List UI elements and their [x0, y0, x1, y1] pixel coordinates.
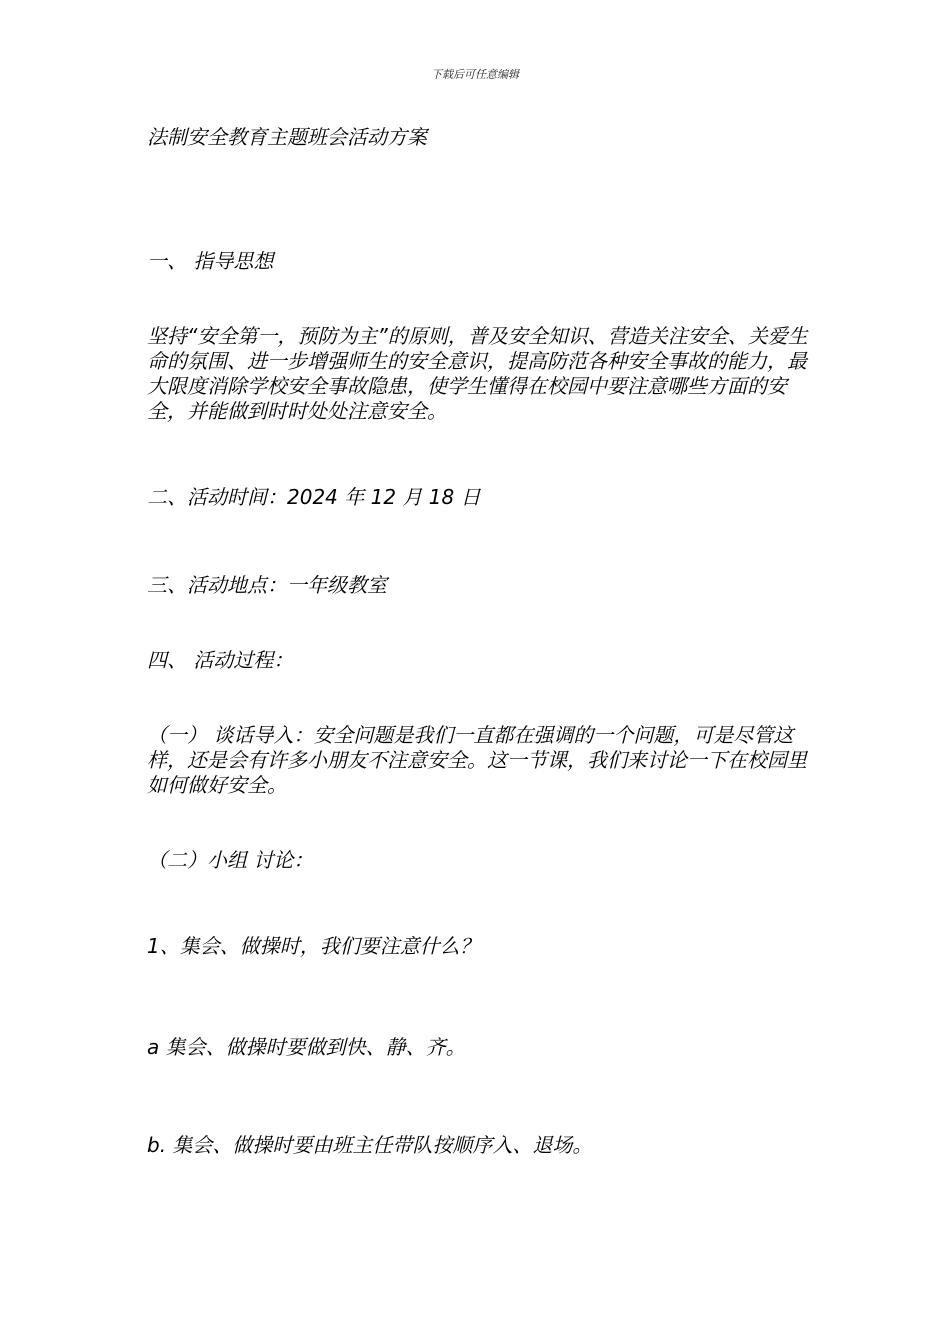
section-heading-activity-location: 三、活动地点：一年级教室	[147, 573, 387, 597]
process-step-introduction: （一） 谈话导入：安全问题是我们一直都在强调的一个问题，可是尽管这样，还是会有许多小朋友不注意安全。这一节课，我们来讨论一下在校园里如何做好安全。	[147, 723, 807, 797]
page-header-note: 下载后可任意编辑	[431, 68, 519, 81]
section-heading-activity-process: 四、 活动过程：	[147, 648, 294, 672]
section-paragraph-guiding-ideology: 坚持“安全第一，预防为主”的原则，普及安全知识、营造关注安全、关爱生命的氛围、进一步增强师生的安全意识，提高防范各种安全事故的能力，最大限度消除学校安全事故隐患，使学生懂得在校园中要注意哪些方面的安全，并能做到时时处处注意安全。	[147, 324, 808, 423]
discussion-answer-a: a 集会、做操时要做到快、静、齐。	[147, 1035, 466, 1059]
document-title: 法制安全教育主题班会活动方案	[147, 125, 427, 149]
section-heading-guiding-ideology: 一、 指导思想	[147, 249, 274, 273]
process-step-group-discussion: （二）小组 讨论：	[147, 848, 314, 872]
section-heading-activity-time: 二、活动时间：2024 年 12 月 18 日	[147, 485, 481, 509]
discussion-answer-b: b. 集会、做操时要由班主任带队按顺序入、退场。	[147, 1133, 593, 1157]
discussion-question-1: 1、集会、做操时，我们要注意什么？	[147, 934, 480, 958]
